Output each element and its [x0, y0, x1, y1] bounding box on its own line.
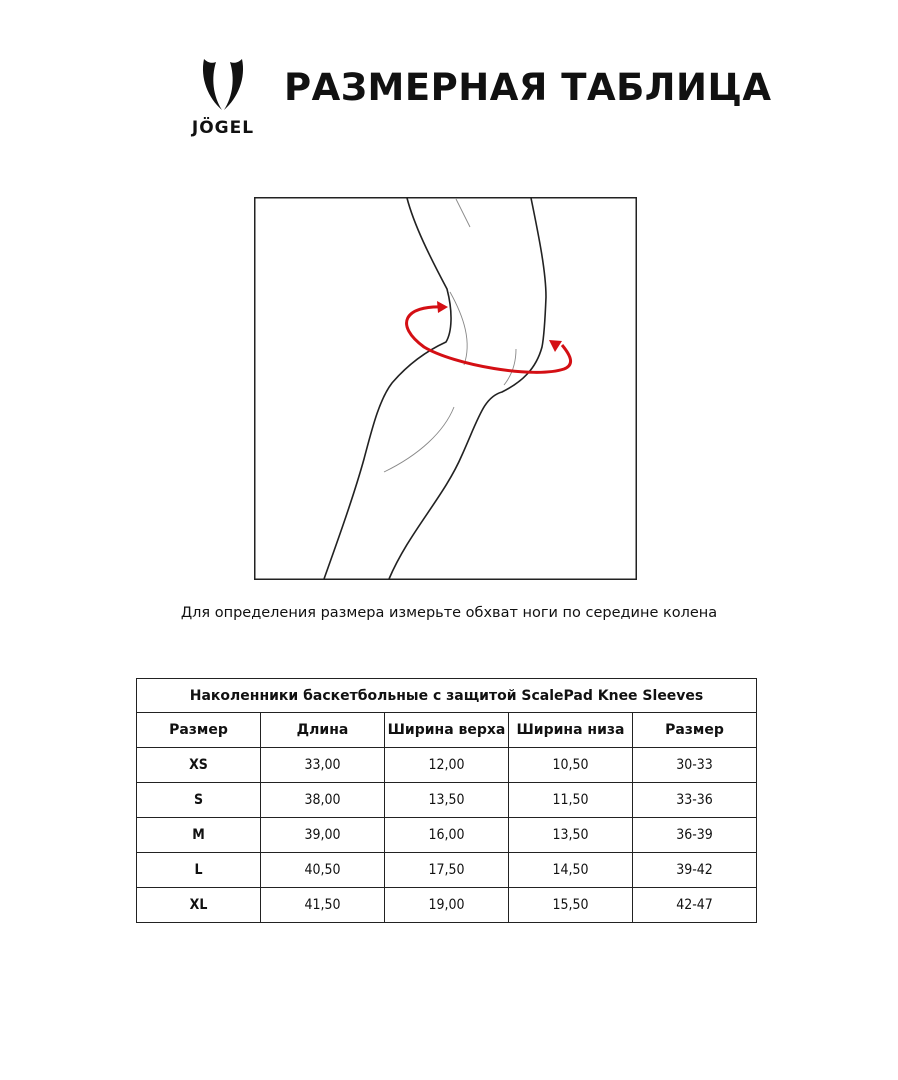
column-header: Ширина верха — [385, 713, 509, 748]
knee-illustration — [254, 197, 637, 580]
table-cell: 38,00 — [261, 783, 385, 818]
table-cell: 39-42 — [633, 853, 757, 888]
table-row — [137, 888, 757, 923]
table-cell: 17,50 — [385, 853, 509, 888]
table-cell: 12,00 — [385, 748, 509, 783]
brand-logo-mark — [178, 56, 268, 116]
table-cell: XL — [137, 888, 261, 923]
table-cell: 13,50 — [385, 783, 509, 818]
table-caption: Наколенники баскетбольные с защитой ScalePad Knee Sleeves — [137, 679, 757, 713]
brand-logo — [178, 56, 268, 142]
table-cell: 13,50 — [509, 818, 633, 853]
table-cell: 40,50 — [261, 853, 385, 888]
measurement-instruction: Для определения размера измерьте обхват ноги по середине колена — [180, 605, 718, 621]
table-cell: 14,50 — [509, 853, 633, 888]
table-row — [137, 783, 757, 818]
table-cell: 39,00 — [261, 818, 385, 853]
table-row — [137, 748, 757, 783]
size-table — [136, 678, 757, 923]
table-cell: 11,50 — [509, 783, 633, 818]
table-cell: 41,50 — [261, 888, 385, 923]
table-cell: 16,00 — [385, 818, 509, 853]
table-cell: M — [137, 818, 261, 853]
illustration-frame — [255, 198, 637, 580]
table-cell: 42-47 — [633, 888, 757, 923]
table-cell: XS — [137, 748, 261, 783]
column-header: Ширина низа — [509, 713, 633, 748]
table-cell: 15,50 — [509, 888, 633, 923]
knee-drawing — [254, 197, 637, 580]
table-cell: 19,00 — [385, 888, 509, 923]
table-cell: 33,00 — [261, 748, 385, 783]
page-title: РАЗМЕРНАЯ ТАБЛИЦА — [284, 66, 772, 109]
table-cell: 33-36 — [633, 783, 757, 818]
table-row — [137, 853, 757, 888]
column-header: Длина — [261, 713, 385, 748]
table-cell: 10,50 — [509, 748, 633, 783]
table-cell: 36-39 — [633, 818, 757, 853]
column-header: Размер — [633, 713, 757, 748]
table-row — [137, 818, 757, 853]
table-cell: S — [137, 783, 261, 818]
table-header-row — [137, 713, 757, 748]
brand-logo-text: JÖGEL — [191, 118, 255, 138]
table-cell: L — [137, 853, 261, 888]
table-cell: 30-33 — [633, 748, 757, 783]
column-header: Размер — [137, 713, 261, 748]
